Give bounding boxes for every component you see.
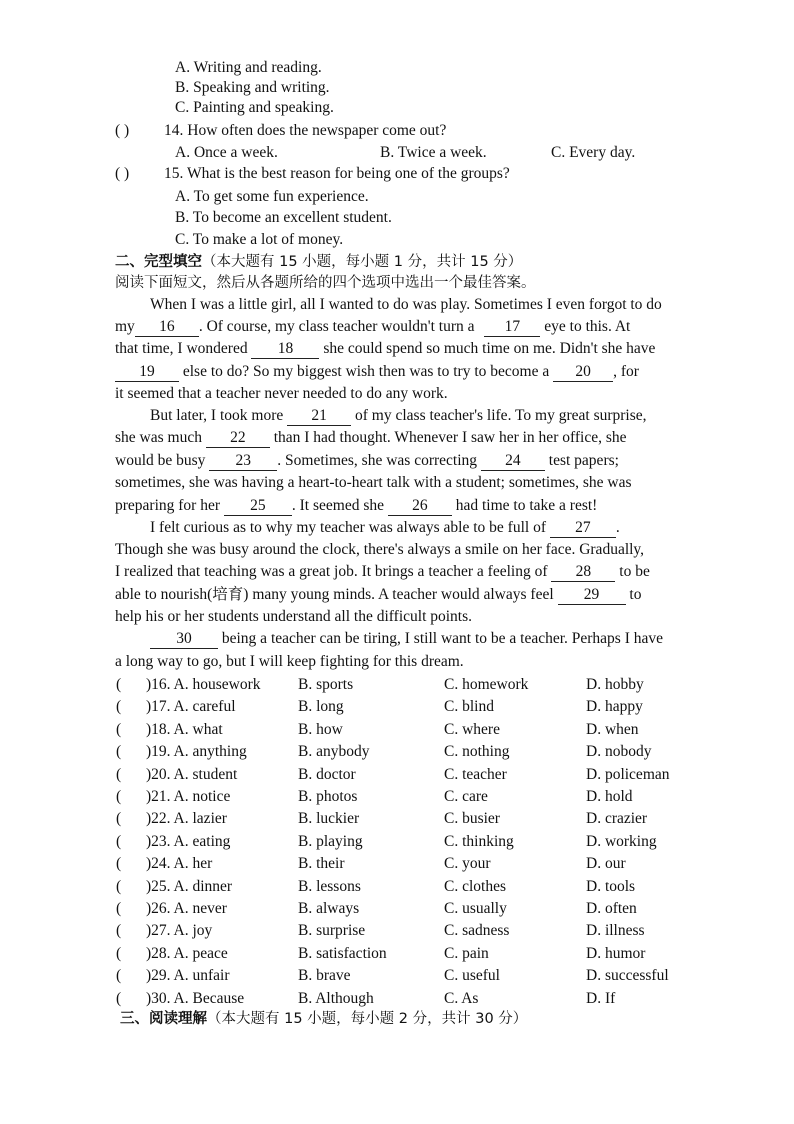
question-option-a: )18. A. what xyxy=(146,721,223,738)
question-option-b: B. always xyxy=(298,900,360,917)
section2-heading xyxy=(115,252,522,272)
blank-19[interactable]: 19 xyxy=(115,363,179,382)
section2-title: 二、完型填空 xyxy=(115,254,202,270)
blank-26[interactable]: 26 xyxy=(388,497,452,516)
question-option-a: )20. A. student xyxy=(146,766,238,783)
answer-paren[interactable]: ( xyxy=(116,721,122,738)
answer-paren[interactable]: ( xyxy=(116,788,122,805)
question-option-a: )25. A. dinner xyxy=(146,878,233,895)
passage-line: that time, I wondered 18 she could spend so much time on me. Didn't she have xyxy=(115,340,656,357)
passage-line: Though she was busy around the clock, there's always a smile on her face. Gradually, xyxy=(115,541,645,558)
question-option-a: )21. A. notice xyxy=(146,788,231,805)
question-option-a: )26. A. never xyxy=(146,900,227,917)
q14-option-b: B. Twice a week. xyxy=(380,144,487,161)
question-option-a: )27. A. joy xyxy=(146,922,213,939)
question-option-a: )16. A. housework xyxy=(146,676,261,693)
question-option-b: B. surprise xyxy=(298,922,366,939)
question-option-d: D. hobby xyxy=(586,676,644,693)
question-option-c: C. your xyxy=(444,855,491,872)
question-option-b: B. doctor xyxy=(298,766,356,783)
question-option-b: B. long xyxy=(298,698,344,715)
blank-27[interactable]: 27 xyxy=(550,519,616,538)
question-option-c: C. care xyxy=(444,788,488,805)
blank-16[interactable]: 16 xyxy=(135,318,199,337)
question-option-b: B. anybody xyxy=(298,743,370,760)
q15-option-b: B. To become an excellent student. xyxy=(175,209,392,226)
blank-18[interactable]: 18 xyxy=(251,340,319,359)
q13-option-b: B. Speaking and writing. xyxy=(175,79,330,96)
question-option-d: D. successful xyxy=(586,967,669,984)
passage-line: But later, I took more 21 of my class teacher's life. To my great surprise, xyxy=(150,407,647,424)
passage-line: it seemed that a teacher never needed to do any work. xyxy=(115,385,448,402)
answer-paren[interactable]: ( xyxy=(116,855,122,872)
question-option-d: D. policeman xyxy=(586,766,670,783)
blank-22[interactable]: 22 xyxy=(206,429,270,448)
question-option-d: D. If xyxy=(586,990,616,1007)
question-option-c: C. sadness xyxy=(444,922,510,939)
section3-title: 三、阅读理解 xyxy=(120,1011,207,1027)
passage-line: sometimes, she was having a heart-to-heart talk with a student; sometimes, she was xyxy=(115,474,632,491)
q14-answer-paren[interactable]: ( ) xyxy=(115,122,130,139)
passage-line: preparing for her 25 . It seemed she 26 had time to take a rest! xyxy=(115,497,598,514)
section3-title-note: （本大题有 15 小题，每小题 2 分，共计 30 分） xyxy=(207,1011,528,1027)
blank-21[interactable]: 21 xyxy=(287,407,351,426)
section2-title-note: （本大题有 15 小题，每小题 1 分，共计 15 分） xyxy=(202,254,523,270)
question-option-c: C. thinking xyxy=(444,833,514,850)
question-option-b: B. Although xyxy=(298,990,374,1007)
passage-line: able to nourish(培育) many young minds. A teacher would always feel 29 to xyxy=(115,586,642,603)
answer-paren[interactable]: ( xyxy=(116,676,122,693)
question-option-c: C. pain xyxy=(444,945,489,962)
q13-option-c: C. Painting and speaking. xyxy=(175,99,334,116)
question-option-b: B. luckier xyxy=(298,810,360,827)
blank-24[interactable]: 24 xyxy=(481,452,545,471)
passage-line: would be busy 23 . Sometimes, she was correcting 24 test papers; xyxy=(115,452,619,469)
question-option-a: )29. A. unfair xyxy=(146,967,230,984)
question-option-a: )23. A. eating xyxy=(146,833,231,850)
q14-option-c: C. Every day. xyxy=(551,144,636,161)
question-option-a: )30. A. Because xyxy=(146,990,245,1007)
question-option-c: C. usually xyxy=(444,900,507,917)
question-option-b: B. sports xyxy=(298,676,354,693)
question-option-b: B. lessons xyxy=(298,878,361,895)
q13-option-a: A. Writing and reading. xyxy=(175,59,322,76)
question-option-d: D. our xyxy=(586,855,626,872)
question-option-c: C. As xyxy=(444,990,479,1007)
blank-28[interactable]: 28 xyxy=(551,563,615,582)
answer-paren[interactable]: ( xyxy=(116,922,122,939)
blank-29[interactable]: 29 xyxy=(558,586,626,605)
question-option-b: B. satisfaction xyxy=(298,945,387,962)
section3-heading xyxy=(120,1009,527,1029)
question-option-c: C. busier xyxy=(444,810,500,827)
passage-line: When I was a little girl, all I wanted to do was play. Sometimes I even forgot to do xyxy=(150,296,662,313)
question-option-c: C. useful xyxy=(444,967,500,984)
blank-30[interactable]: 30 xyxy=(150,630,218,649)
q15-answer-paren[interactable]: ( ) xyxy=(115,165,130,182)
question-option-d: D. working xyxy=(586,833,657,850)
passage-line: help his or her students understand all the difficult points. xyxy=(115,608,473,625)
answer-paren[interactable]: ( xyxy=(116,833,122,850)
answer-paren[interactable]: ( xyxy=(116,743,122,760)
question-option-a: )24. A. her xyxy=(146,855,213,872)
q15-option-a: A. To get some fun experience. xyxy=(175,188,369,205)
question-option-c: C. blind xyxy=(444,698,494,715)
passage-line: 19 else to do? So my biggest wish then was to try to become a 20 , for xyxy=(115,362,639,382)
question-option-d: D. crazier xyxy=(586,810,648,827)
answer-paren[interactable]: ( xyxy=(116,878,122,895)
blank-23[interactable]: 23 xyxy=(209,452,277,471)
question-option-d: D. often xyxy=(586,900,637,917)
answer-paren[interactable]: ( xyxy=(116,967,122,984)
question-option-a: )28. A. peace xyxy=(146,945,228,962)
passage-line: she was much 22 than I had thought. Whenever I saw her in her office, she xyxy=(115,429,627,446)
answer-paren[interactable]: ( xyxy=(116,900,122,917)
q14-stem: 14. How often does the newspaper come out? xyxy=(164,122,447,139)
question-option-c: C. homework xyxy=(444,676,529,693)
q14-option-a: A. Once a week. xyxy=(175,144,278,161)
question-option-a: )19. A. anything xyxy=(146,743,247,760)
question-option-b: B. how xyxy=(298,721,343,738)
blank-17[interactable]: 17 xyxy=(484,318,540,337)
question-option-c: C. teacher xyxy=(444,766,507,783)
question-option-c: C. clothes xyxy=(444,878,506,895)
answer-paren[interactable]: ( xyxy=(116,810,122,827)
question-option-d: D. tools xyxy=(586,878,636,895)
q15-stem: 15. What is the best reason for being one of the groups? xyxy=(164,165,510,182)
question-option-d: D. humor xyxy=(586,945,646,962)
passage-line: I felt curious as to why my teacher was always able to be full of 27 . xyxy=(150,519,620,536)
passage-line: I realized that teaching was a great job. It brings a teacher a feeling of 28 to be xyxy=(115,563,650,580)
answer-paren[interactable]: ( xyxy=(116,766,122,783)
question-option-d: D. when xyxy=(586,721,639,738)
answer-paren[interactable]: ( xyxy=(116,945,122,962)
question-option-b: B. brave xyxy=(298,967,351,984)
blank-25[interactable]: 25 xyxy=(224,497,292,516)
passage-line: my 16 . Of course, my class teacher wouldn't turn a 17 eye to this. At xyxy=(115,318,631,335)
question-option-d: D. hold xyxy=(586,788,633,805)
passage-line: 30 being a teacher can be tiring, I still want to be a teacher. Perhaps I have xyxy=(150,629,663,649)
question-option-d: D. happy xyxy=(586,698,643,715)
answer-paren[interactable]: ( xyxy=(116,698,122,715)
question-option-a: )22. A. lazier xyxy=(146,810,227,827)
section2-instruction: 阅读下面短文，然后从各题所给的四个选项中选出一个最佳答案。 xyxy=(115,275,536,291)
question-option-a: )17. A. careful xyxy=(146,698,236,715)
question-option-b: B. playing xyxy=(298,833,363,850)
q15-option-c: C. To make a lot of money. xyxy=(175,231,344,248)
question-option-b: B. photos xyxy=(298,788,358,805)
question-option-d: D. illness xyxy=(586,922,645,939)
blank-20[interactable]: 20 xyxy=(553,363,613,382)
question-option-b: B. their xyxy=(298,855,345,872)
question-option-d: D. nobody xyxy=(586,743,652,760)
passage-line: a long way to go, but I will keep fighting for this dream. xyxy=(115,653,464,670)
answer-paren[interactable]: ( xyxy=(116,990,122,1007)
question-option-c: C. where xyxy=(444,721,500,738)
question-option-c: C. nothing xyxy=(444,743,510,760)
